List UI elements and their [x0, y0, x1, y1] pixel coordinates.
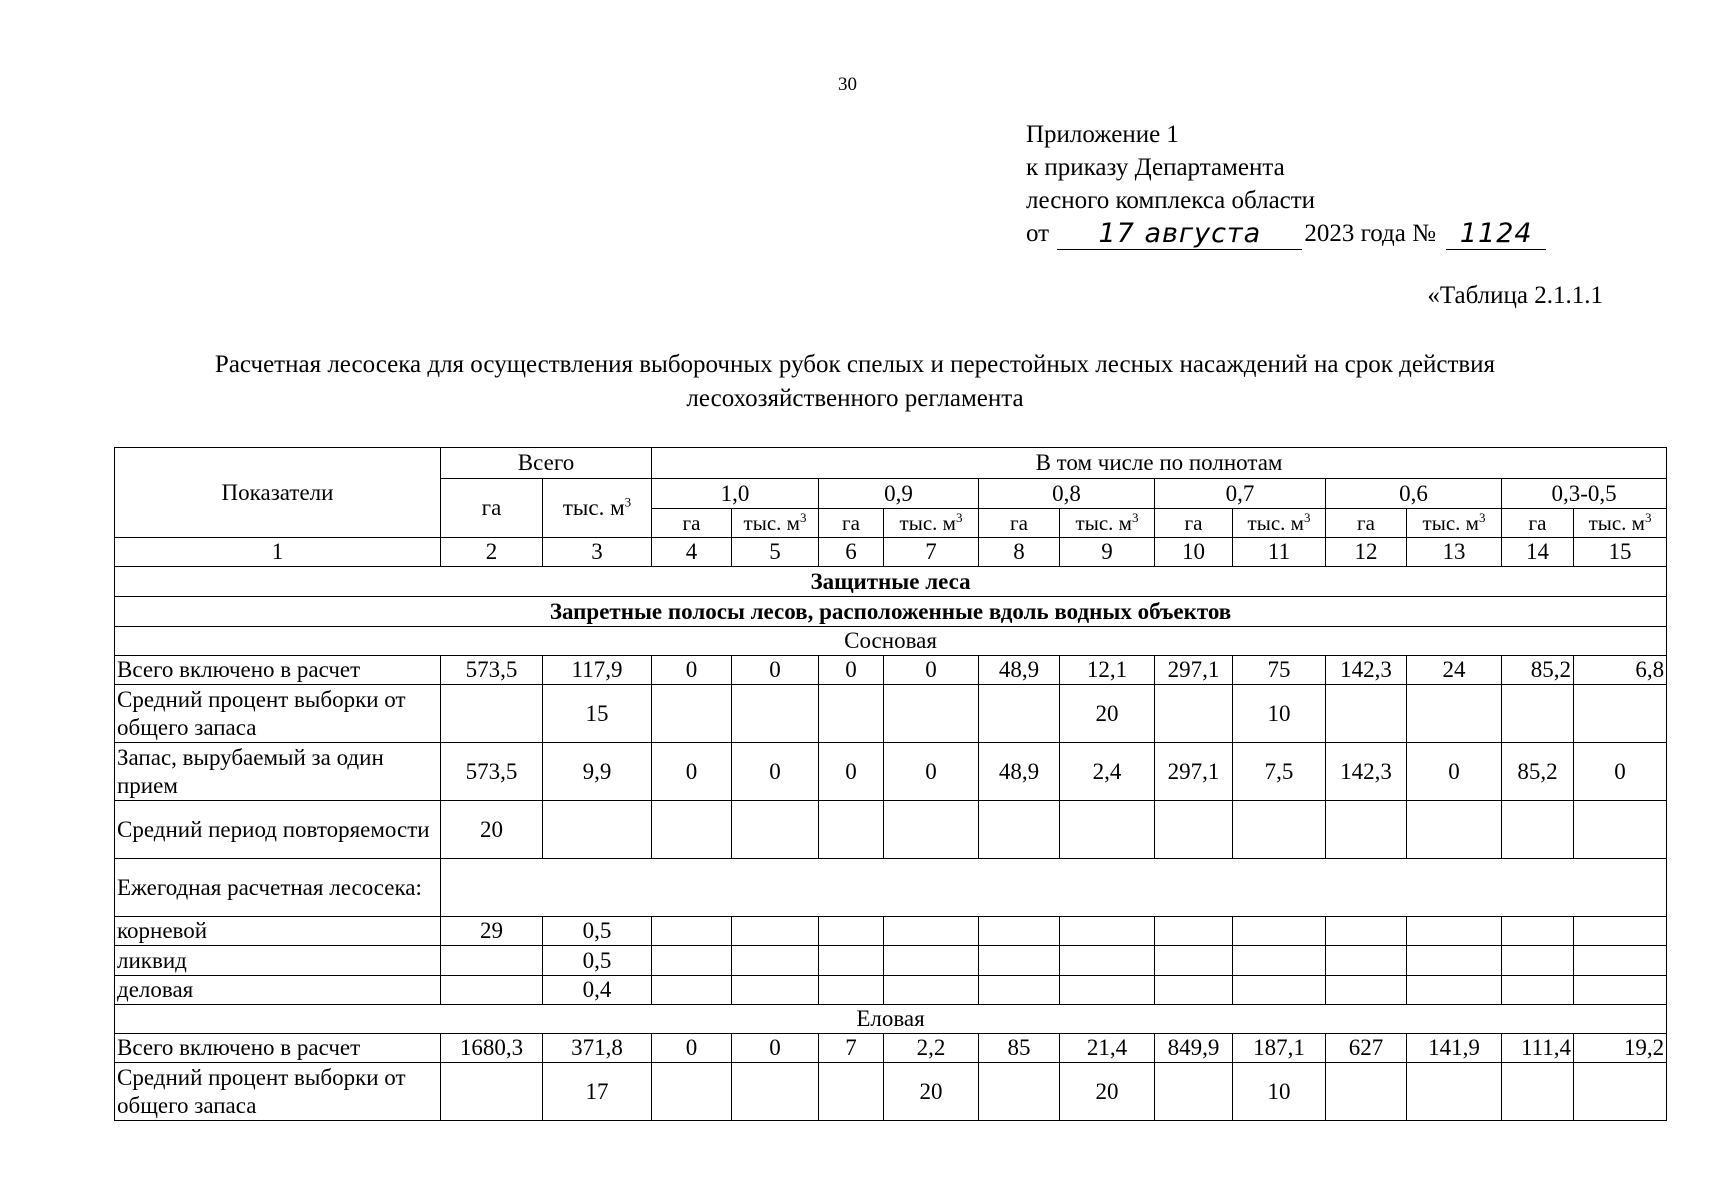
table-cell	[1574, 946, 1667, 976]
row-label-annual-cut: Ежегодная расчетная лесосека:	[115, 859, 441, 917]
table-cell	[819, 917, 884, 946]
table-cell	[441, 685, 543, 743]
table-cell	[1326, 801, 1407, 859]
table-cell	[979, 685, 1060, 743]
table-cell	[884, 917, 979, 946]
table-cell	[652, 685, 732, 743]
table-cell	[732, 976, 819, 1005]
table-cell	[1155, 976, 1233, 1005]
table-cell: 371,8	[543, 1034, 652, 1063]
table-cell	[884, 946, 979, 976]
header-density-0-9: 0,9	[819, 479, 979, 509]
table-cell	[732, 801, 819, 859]
table-row	[115, 685, 1667, 743]
header-thous-m3: тыс. $м^3$	[1407, 509, 1502, 538]
table-cell	[1326, 1063, 1407, 1121]
table-cell: 2,4	[1060, 743, 1155, 801]
table-cell	[1060, 917, 1155, 946]
table-cell	[441, 976, 543, 1005]
table-cell: 29	[441, 917, 543, 946]
table-cell	[1326, 976, 1407, 1005]
appendix-line-2: к приказу Департамента	[1026, 154, 1285, 181]
table-cell: 117,9	[543, 656, 652, 685]
header-density-0-3-0-5: 0,3-0,5	[1502, 479, 1667, 509]
table-cell	[884, 685, 979, 743]
table-cell	[1233, 976, 1326, 1005]
table-cell: 1680,3	[441, 1034, 543, 1063]
date-prefix: от	[1026, 220, 1050, 247]
table-cell: 0	[819, 743, 884, 801]
table-cell	[1233, 946, 1326, 976]
table-cell	[1502, 917, 1574, 946]
header-ha: га	[1155, 509, 1233, 538]
table-cell	[979, 976, 1060, 1005]
table-cell	[979, 1063, 1060, 1121]
row-label: деловая	[115, 976, 441, 1005]
table-cell	[1060, 946, 1155, 976]
handwritten-number: 1124	[1446, 221, 1546, 250]
table-label: «Таблица 2.1.1.1	[1427, 282, 1603, 309]
table-row	[115, 656, 1667, 685]
section-pine: Сосновая	[115, 627, 1667, 656]
table-cell	[1502, 946, 1574, 976]
table-cell	[1060, 976, 1155, 1005]
table-cell	[732, 1063, 819, 1121]
header-ha: га	[819, 509, 884, 538]
col-number: 7	[884, 538, 979, 567]
table-cell: 75	[1233, 656, 1326, 685]
table-cell	[1060, 801, 1155, 859]
table-cell	[732, 946, 819, 976]
table-cell	[1574, 976, 1667, 1005]
table-cell: 0	[819, 656, 884, 685]
table-cell	[1407, 946, 1502, 976]
table-cell	[1155, 1063, 1233, 1121]
table-cell	[1326, 685, 1407, 743]
header-density-0-7: 0,7	[1155, 479, 1326, 509]
table-cell	[819, 1063, 884, 1121]
table-cell	[652, 1063, 732, 1121]
table-cell: 0,5	[543, 946, 652, 976]
table-cell: 12,1	[1060, 656, 1155, 685]
row-label: ликвид	[115, 946, 441, 976]
table-cell: 0	[1574, 743, 1667, 801]
page-number: 30	[838, 74, 857, 95]
table-cell: 9,9	[543, 743, 652, 801]
table-cell	[1407, 1063, 1502, 1121]
table-cell: 19,2	[1574, 1034, 1667, 1063]
table-cell	[1155, 946, 1233, 976]
col-number: 11	[1233, 538, 1326, 567]
header-density-0-8: 0,8	[979, 479, 1155, 509]
header-total-ha: га	[441, 479, 543, 538]
table-cell: 573,5	[441, 656, 543, 685]
table-cell: 141,9	[1407, 1034, 1502, 1063]
header-thous-m3: тыс. $м^3$	[732, 509, 819, 538]
table-cell	[819, 976, 884, 1005]
section-spruce: Еловая	[115, 1005, 1667, 1034]
table-cell: 20	[1060, 1063, 1155, 1121]
table-cell	[1407, 917, 1502, 946]
col-number: 15	[1574, 538, 1667, 567]
appendix-line-1: Приложение 1	[1026, 121, 1179, 148]
table-cell	[1574, 1063, 1667, 1121]
table-cell	[819, 685, 884, 743]
table-cell: 20	[1060, 685, 1155, 743]
table-cell: 849,9	[1155, 1034, 1233, 1063]
table-cell: 85	[979, 1034, 1060, 1063]
empty-cell	[441, 859, 1667, 917]
table-cell	[441, 1063, 543, 1121]
table-cell: 85,2	[1502, 656, 1574, 685]
header-ha: га	[979, 509, 1060, 538]
row-label: Всего включено в расчет	[115, 656, 441, 685]
col-number: 6	[819, 538, 884, 567]
appendix-date-line	[1026, 217, 1546, 250]
table-cell: 297,1	[1155, 656, 1233, 685]
table-cell: 21,4	[1060, 1034, 1155, 1063]
row-label: Запас, вырубаемый за один прием	[115, 743, 441, 801]
table-cell: 0	[652, 743, 732, 801]
table-row	[115, 743, 1667, 801]
header-density-1-0: 1,0	[652, 479, 819, 509]
table-cell	[1574, 917, 1667, 946]
table-cell: 24	[1407, 656, 1502, 685]
table-cell: 0	[1407, 743, 1502, 801]
table-cell: 0,4	[543, 976, 652, 1005]
table-cell: 0,5	[543, 917, 652, 946]
table-cell	[1155, 801, 1233, 859]
header-ha: га	[652, 509, 732, 538]
year-text: 2023 года №	[1304, 220, 1436, 247]
handwritten-date: 17 августа	[1057, 221, 1302, 250]
table-cell: 6,8	[1574, 656, 1667, 685]
table-cell: 142,3	[1326, 743, 1407, 801]
header-total: Всего	[441, 448, 652, 479]
table-cell	[1407, 976, 1502, 1005]
header-density-0-6: 0,6	[1326, 479, 1502, 509]
table-cell	[1233, 801, 1326, 859]
col-number: 3	[543, 538, 652, 567]
section-protective-forests: Защитные леса	[115, 567, 1667, 597]
table-cell: 297,1	[1155, 743, 1233, 801]
table-row	[115, 946, 1667, 976]
table-cell	[652, 801, 732, 859]
table-cell: 187,1	[1233, 1034, 1326, 1063]
table-cell	[1502, 801, 1574, 859]
table-cell: 0	[732, 1034, 819, 1063]
table-cell	[884, 976, 979, 1005]
col-number: 13	[1407, 538, 1502, 567]
table-cell	[1502, 976, 1574, 1005]
table-cell	[1502, 1063, 1574, 1121]
header-thous-m3: тыс. $м^3$	[884, 509, 979, 538]
table-cell: 0	[884, 656, 979, 685]
table-cell	[543, 801, 652, 859]
row-label: Средний процент выборки от общего запаса	[115, 1063, 441, 1121]
col-number: 12	[1326, 538, 1407, 567]
table-cell: 0	[652, 656, 732, 685]
table-cell: 0	[732, 743, 819, 801]
table-cell	[652, 917, 732, 946]
column-number-row	[115, 538, 1667, 567]
table-cell	[1574, 685, 1667, 743]
table-row	[115, 976, 1667, 1005]
table-cell	[652, 946, 732, 976]
table-cell: 0	[652, 1034, 732, 1063]
table-cell: 20	[441, 801, 543, 859]
table-cell	[1407, 801, 1502, 859]
col-number: 1	[115, 538, 441, 567]
col-number: 14	[1502, 538, 1574, 567]
header-thous-m3: тыс. $м^3$	[1574, 509, 1667, 538]
table-cell	[819, 801, 884, 859]
col-number: 9	[1060, 538, 1155, 567]
row-label: корневой	[115, 917, 441, 946]
table-cell: 15	[543, 685, 652, 743]
table-cell	[819, 946, 884, 976]
table-cell	[884, 801, 979, 859]
table-cell	[1326, 917, 1407, 946]
table-cell: 0	[884, 743, 979, 801]
row-label: Средний период повторяемости	[115, 801, 441, 859]
table-cell: 10	[1233, 685, 1326, 743]
header-thous-m3: тыс. $м^3$	[1060, 509, 1155, 538]
col-number: 2	[441, 538, 543, 567]
table-cell	[652, 976, 732, 1005]
header-ha: га	[1326, 509, 1407, 538]
table-cell	[1155, 685, 1233, 743]
table-cell: 573,5	[441, 743, 543, 801]
header-total-thous-m3: тыс. $м^3$	[543, 479, 652, 538]
table-cell	[979, 946, 1060, 976]
table-cell	[1326, 946, 1407, 976]
col-number: 8	[979, 538, 1060, 567]
table-cell	[1233, 917, 1326, 946]
table-cell	[441, 946, 543, 976]
table-row	[115, 917, 1667, 946]
table-cell: 48,9	[979, 656, 1060, 685]
table-cell: 48,9	[979, 743, 1060, 801]
table-cell: 142,3	[1326, 656, 1407, 685]
row-label: Всего включено в расчет	[115, 1034, 441, 1063]
table-cell	[732, 917, 819, 946]
col-number: 10	[1155, 538, 1233, 567]
table-row	[115, 1034, 1667, 1063]
table-cell	[732, 685, 819, 743]
table-cell: 2,2	[884, 1034, 979, 1063]
col-number: 5	[732, 538, 819, 567]
table-cell: 7	[819, 1034, 884, 1063]
document-title: Расчетная лесосека для осуществления выборочных рубок спелых и перестойных лесных насаждений на срок действия лесохозяйственного регламента	[214, 351, 1496, 412]
table-cell	[1407, 685, 1502, 743]
table-cell	[1155, 917, 1233, 946]
header-thous-m3: тыс. $м^3$	[1233, 509, 1326, 538]
section-restricted-strips: Запретные полосы лесов, расположенные вдоль водных объектов	[115, 597, 1667, 627]
table-cell: 17	[543, 1063, 652, 1121]
table-cell: 111,4	[1502, 1034, 1574, 1063]
table-cell: 627	[1326, 1034, 1407, 1063]
table-row	[115, 801, 1667, 859]
table-cell: 0	[732, 656, 819, 685]
table-cell	[1574, 801, 1667, 859]
row-label: Средний процент выборки от общего запаса	[115, 685, 441, 743]
appendix-line-3: лесного комплекса области	[1026, 187, 1316, 214]
appendix-block	[1026, 118, 1546, 250]
header-indicators: Показатели	[115, 448, 441, 538]
col-number: 4	[652, 538, 732, 567]
table-cell: 7,5	[1233, 743, 1326, 801]
table-row	[115, 1063, 1667, 1121]
header-by-density: В том числе по полнотам	[652, 448, 1667, 479]
table-cell: 10	[1233, 1063, 1326, 1121]
table-cell: 20	[884, 1063, 979, 1121]
allowable-cut-table	[114, 447, 1667, 1121]
table-cell: 85,2	[1502, 743, 1574, 801]
table-cell	[979, 917, 1060, 946]
header-ha: га	[1502, 509, 1574, 538]
table-cell	[979, 801, 1060, 859]
table-cell	[1502, 685, 1574, 743]
